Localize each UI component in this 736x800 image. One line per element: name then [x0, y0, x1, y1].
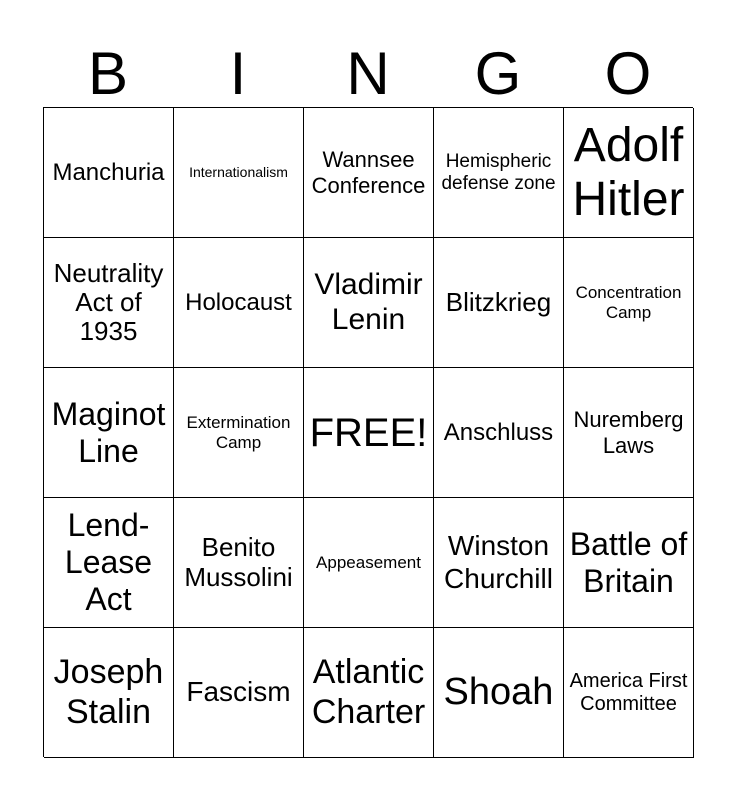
- bingo-cell: [304, 238, 434, 368]
- bingo-cell: [44, 628, 174, 758]
- bingo-cell: [434, 238, 564, 368]
- cell-text: Maginot Line: [51, 395, 166, 469]
- cell-text: Shoah: [443, 670, 554, 713]
- cell-text: Joseph Stalin: [53, 653, 164, 731]
- cell-text: Fascism: [186, 676, 291, 708]
- bingo-cell: [44, 108, 174, 238]
- cell-text: Adolf Hitler: [572, 118, 685, 226]
- cell-text: Extermination Camp: [186, 412, 291, 452]
- free-space-cell: [304, 368, 434, 498]
- cell-text: Nuremberg Laws: [573, 407, 684, 458]
- cell-text: Appeasement: [316, 552, 421, 572]
- bingo-cell: [44, 498, 174, 628]
- bingo-cell: [564, 498, 694, 628]
- bingo-cell: [564, 628, 694, 758]
- bingo-cell: [434, 498, 564, 628]
- bingo-cell: [434, 628, 564, 758]
- bingo-cell: [564, 238, 694, 368]
- cell-text: Benito Mussolini: [184, 531, 293, 592]
- bingo-cell: [174, 628, 304, 758]
- cell-text: Neutrality Act of 1935: [53, 257, 164, 347]
- cell-text: Atlantic Charter: [311, 653, 426, 731]
- bingo-cell: [434, 368, 564, 498]
- bingo-header: [43, 40, 693, 108]
- free-space-text: FREE!: [309, 410, 428, 455]
- cell-text: Anschluss: [443, 418, 554, 446]
- header-letter-g: G: [474, 40, 522, 107]
- header-letter-n: N: [346, 40, 390, 107]
- bingo-cell: [304, 108, 434, 238]
- header-letter-i: I: [229, 40, 247, 107]
- bingo-cell: [304, 498, 434, 628]
- bingo-cell: [174, 368, 304, 498]
- bingo-cell: [304, 628, 434, 758]
- cell-text: Holocaust: [185, 288, 292, 316]
- cell-text: Manchuria: [52, 158, 165, 186]
- cell-text: Hemispheric defense zone: [441, 150, 556, 194]
- bingo-grid: [43, 107, 693, 757]
- cell-text: Winston Churchill: [444, 530, 553, 594]
- cell-text: Wannsee Conference: [311, 147, 426, 198]
- bingo-cell: [174, 498, 304, 628]
- cell-text: Blitzkrieg: [445, 286, 552, 317]
- cell-text: Battle of Britain: [569, 525, 688, 599]
- bingo-cell: [44, 368, 174, 498]
- cell-text: Concentration Camp: [575, 282, 682, 322]
- bingo-cell: [564, 108, 694, 238]
- cell-text: Lend-Lease Act: [64, 507, 153, 617]
- bingo-cell: [564, 368, 694, 498]
- bingo-cell: [44, 238, 174, 368]
- cell-text: Internationalism: [189, 164, 288, 181]
- bingo-cell: [434, 108, 564, 238]
- header-letter-b: B: [87, 40, 129, 107]
- cell-text: America First Committee: [569, 669, 688, 715]
- bingo-cell: [174, 108, 304, 238]
- bingo-cell: [174, 238, 304, 368]
- cell-text: Vladimir Lenin: [314, 268, 423, 336]
- header-letter-o: O: [604, 40, 652, 107]
